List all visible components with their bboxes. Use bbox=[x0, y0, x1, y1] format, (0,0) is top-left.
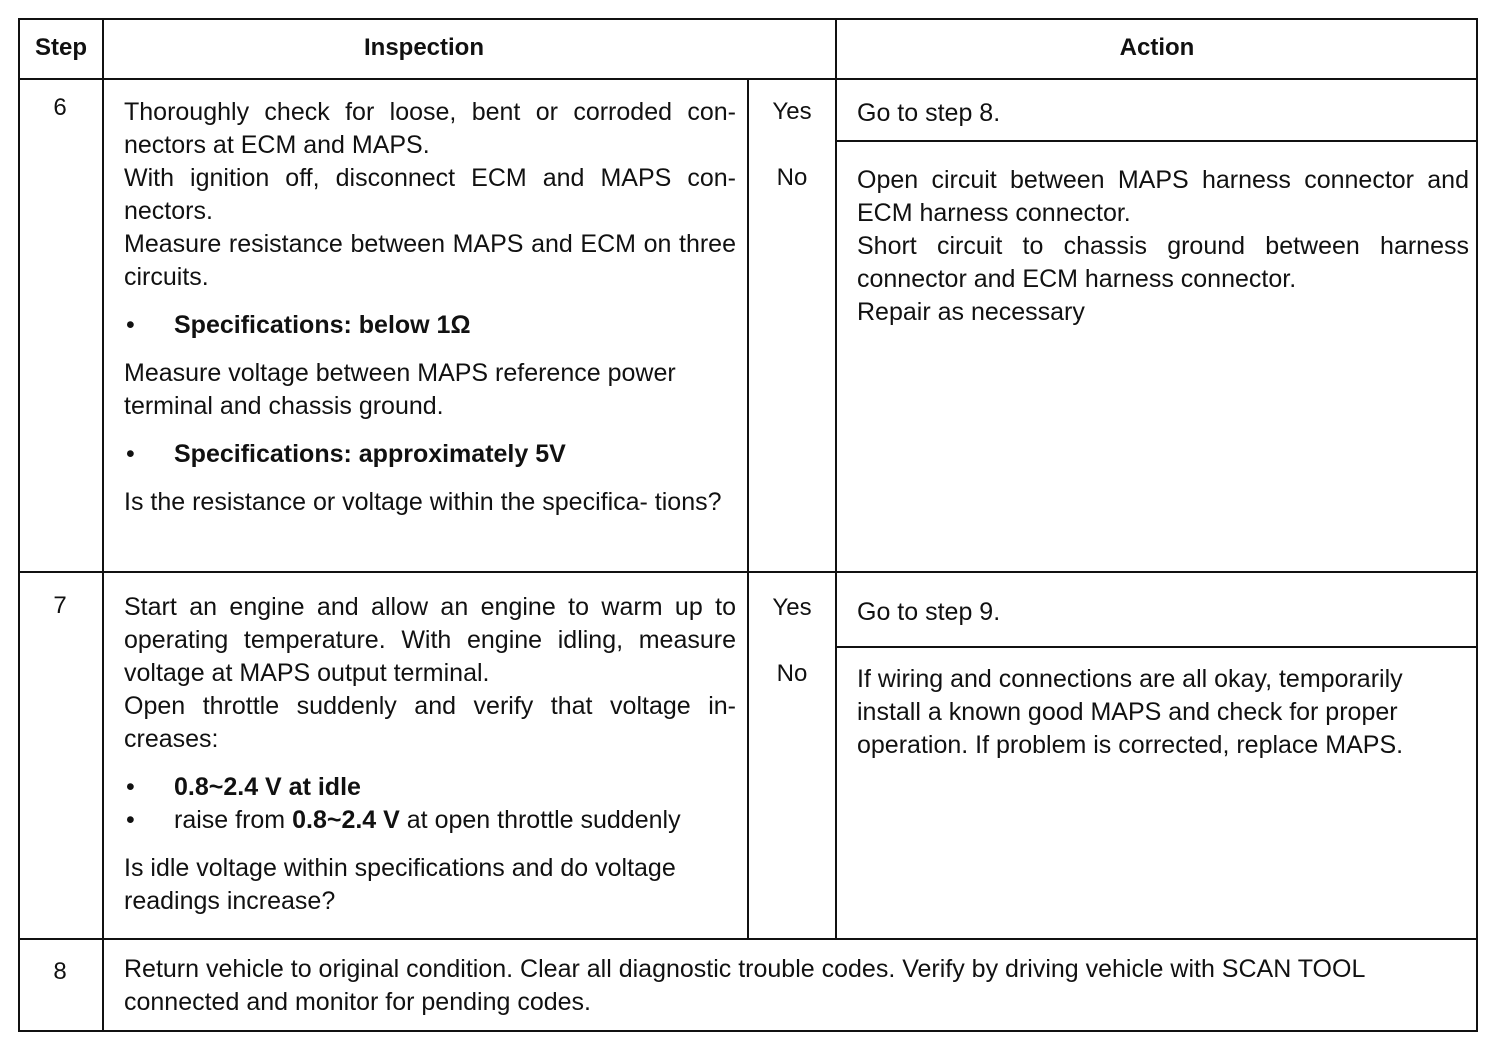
row7-bullet1-text: 0.8~2.4 V at idle bbox=[174, 773, 361, 801]
row7-no-action: If wiring and connections are all okay, temporarily install a known good MAPS and check for proper operation. If problem is corrected, replace MAPS. bbox=[857, 665, 1404, 759]
row7-inspection-p3: Is idle voltage within specifications and do voltage readings increase? bbox=[124, 854, 676, 915]
row7-bullet2-pre: raise from bbox=[174, 806, 293, 834]
step-number-8: 8 bbox=[53, 958, 67, 985]
row6-no-action-l1: Open circuit between MAPS harness connector and ECM harness connector. bbox=[857, 166, 1469, 227]
step-number-7: 7 bbox=[53, 592, 67, 619]
bullet-icon: • bbox=[126, 806, 135, 834]
row6-bullet1 bbox=[124, 309, 736, 342]
row6-bullet1-text: Specifications: below 1Ω bbox=[174, 311, 471, 339]
row7-bullet1 bbox=[124, 771, 736, 804]
row7-bullet2-text bbox=[174, 804, 681, 837]
row7-yes-rule bbox=[835, 646, 1476, 648]
row6-bullet2-text: Specifications: approximately 5V bbox=[174, 440, 566, 468]
row7-bullet2 bbox=[124, 804, 736, 837]
row6-no-action-l3: Repair as necessary bbox=[857, 298, 1085, 326]
header-inspection: Inspection bbox=[363, 34, 484, 61]
row6-yes-action: Go to step 8. bbox=[857, 99, 1001, 127]
step-column-rule bbox=[102, 20, 104, 1030]
step-number-6: 6 bbox=[53, 94, 67, 121]
bullet-icon: • bbox=[126, 440, 135, 468]
row6-inspection-p4: Measure voltage between MAPS reference power terminal and chassis ground. bbox=[124, 359, 676, 420]
bullet-icon: • bbox=[126, 773, 135, 801]
bullet-icon: • bbox=[126, 311, 135, 339]
row6-bullet2 bbox=[124, 438, 736, 471]
yesno-left-rule bbox=[747, 78, 749, 938]
row6-no-label: No bbox=[776, 164, 808, 191]
row7-yes-action: Go to step 9. bbox=[857, 598, 1001, 626]
row6-yes-label: Yes bbox=[772, 98, 812, 125]
row7-bottom-rule bbox=[20, 938, 1476, 940]
row7-bullet2-bold: 0.8~2.4 V bbox=[292, 806, 400, 834]
row7-no-label: No bbox=[776, 660, 808, 687]
row7-yes-label: Yes bbox=[772, 594, 812, 621]
row8-text: Return vehicle to original condition. Clear all diagnostic trouble codes. Verify by driving vehicle with SCAN TOOL connected and monitor for pending codes. bbox=[124, 955, 1365, 1016]
row7-inspection bbox=[124, 591, 736, 918]
header-action: Action bbox=[1119, 34, 1195, 61]
action-column-rule bbox=[835, 20, 837, 938]
row7-inspection-p1: Start an engine and allow an engine to warm up to operating temperature. With engine idling, measure voltage at MAPS output terminal. bbox=[124, 593, 736, 687]
row7-inspection-p2: Open throttle suddenly and verify that voltage in- creases: bbox=[124, 692, 736, 753]
row6-inspection-p3: Measure resistance between MAPS and ECM on three circuits. bbox=[124, 230, 736, 291]
header-step: Step bbox=[34, 34, 87, 61]
row7-bullet2-post: at open throttle suddenly bbox=[399, 806, 681, 834]
row6-inspection-p5: Is the resistance or voltage within the specifica- tions? bbox=[124, 488, 722, 516]
row6-inspection bbox=[124, 96, 736, 519]
row6-no-action bbox=[857, 164, 1469, 329]
row6-no-action-l2: Short circuit to chassis ground between harness connector and ECM harness connector. bbox=[857, 232, 1469, 293]
row6-yes-rule bbox=[835, 140, 1476, 142]
row6-inspection-p2: With ignition off, disconnect ECM and MAPS con- nectors. bbox=[124, 164, 736, 225]
row6-inspection-p1: Thoroughly check for loose, bent or corroded con- nectors at ECM and MAPS. bbox=[124, 98, 736, 159]
diagnostic-table bbox=[18, 18, 1478, 1032]
